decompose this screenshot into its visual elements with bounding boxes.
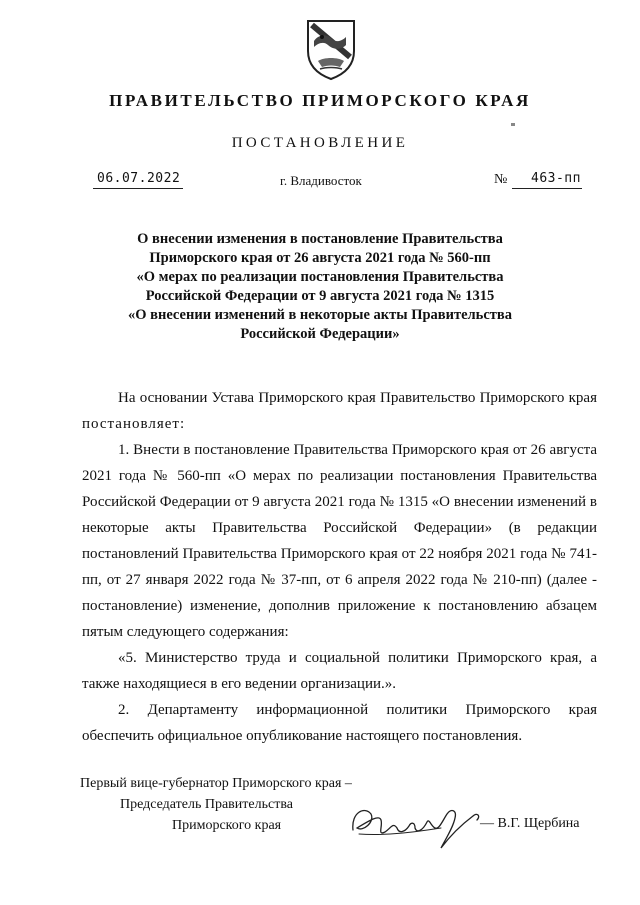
subject-line: О внесении изменения в постановление Правительства [137, 231, 503, 247]
subject-line: Российской Федерации от 9 августа 2021 года № 1315 [145, 288, 495, 304]
coat-of-arms-emblem [302, 17, 360, 81]
date-underline [93, 188, 183, 189]
body-paragraph-quote: «5. Министерство труда и социальной политики Приморского края, а также находящиеся в его ведении организации.». [82, 650, 597, 692]
handwritten-signature [345, 792, 490, 852]
position-line: Председатель Правительства [120, 797, 293, 812]
margin-mark [511, 123, 515, 126]
government-title: ПРАВИТЕЛЬСТВО ПРИМОРСКОГО КРАЯ [109, 91, 531, 110]
document-date: 06.07.2022 [97, 171, 181, 186]
document-city: г. Владивосток [280, 173, 362, 188]
position-line: Приморского края [172, 818, 282, 833]
preamble-text: На основании Устава Приморского края Правительство Приморского края [118, 390, 597, 406]
subject-line: Приморского края от 26 августа 2021 года № 560-пп [149, 250, 491, 266]
document-number: 463-пп [531, 171, 581, 186]
body-paragraph-preamble [82, 385, 597, 437]
document-type: ПОСТАНОВЛЕНИЕ [231, 135, 409, 151]
subject-line: Российской Федерации» [240, 326, 400, 342]
preamble-resolves: постановляет: [82, 416, 186, 432]
document-subject [110, 230, 530, 344]
subject-line: «О внесении изменений в некоторые акты Правительства [127, 307, 512, 323]
signatory-name: — В.Г. Щербина [480, 816, 580, 831]
document-body [82, 385, 597, 749]
number-sign: № [494, 172, 508, 187]
signatory-position [80, 773, 352, 836]
subject-line: «О мерах по реализации постановления Правительства [136, 269, 504, 285]
body-paragraph-item-1: 1. Внести в постановление Правительства Приморского края от 26 августа 2021 года № 560-пп «О мерах по реализации постановления Правительства Российской Федерации от 9 августа 2021 года № 1315 «О внесении изменений в некоторые акты Правительства Российской Федерации» (в редакции постановлений Правительства Приморского края от 22 ноября 2021 года № 741-пп, от 27 января 2022 года № 37-пп, от 6 апреля 2022 года № 210-пп) (далее - постановление) изменение, дополнив приложение к постановлению абзацем пятым следующего содержания: [82, 442, 597, 640]
body-paragraph-item-2: 2. Департаменту информационной политики Приморского края обеспечить официальное опубликование настоящего постановления. [82, 702, 597, 744]
number-underline [512, 188, 582, 189]
position-line: Первый вице-губернатор Приморского края – [80, 776, 352, 791]
